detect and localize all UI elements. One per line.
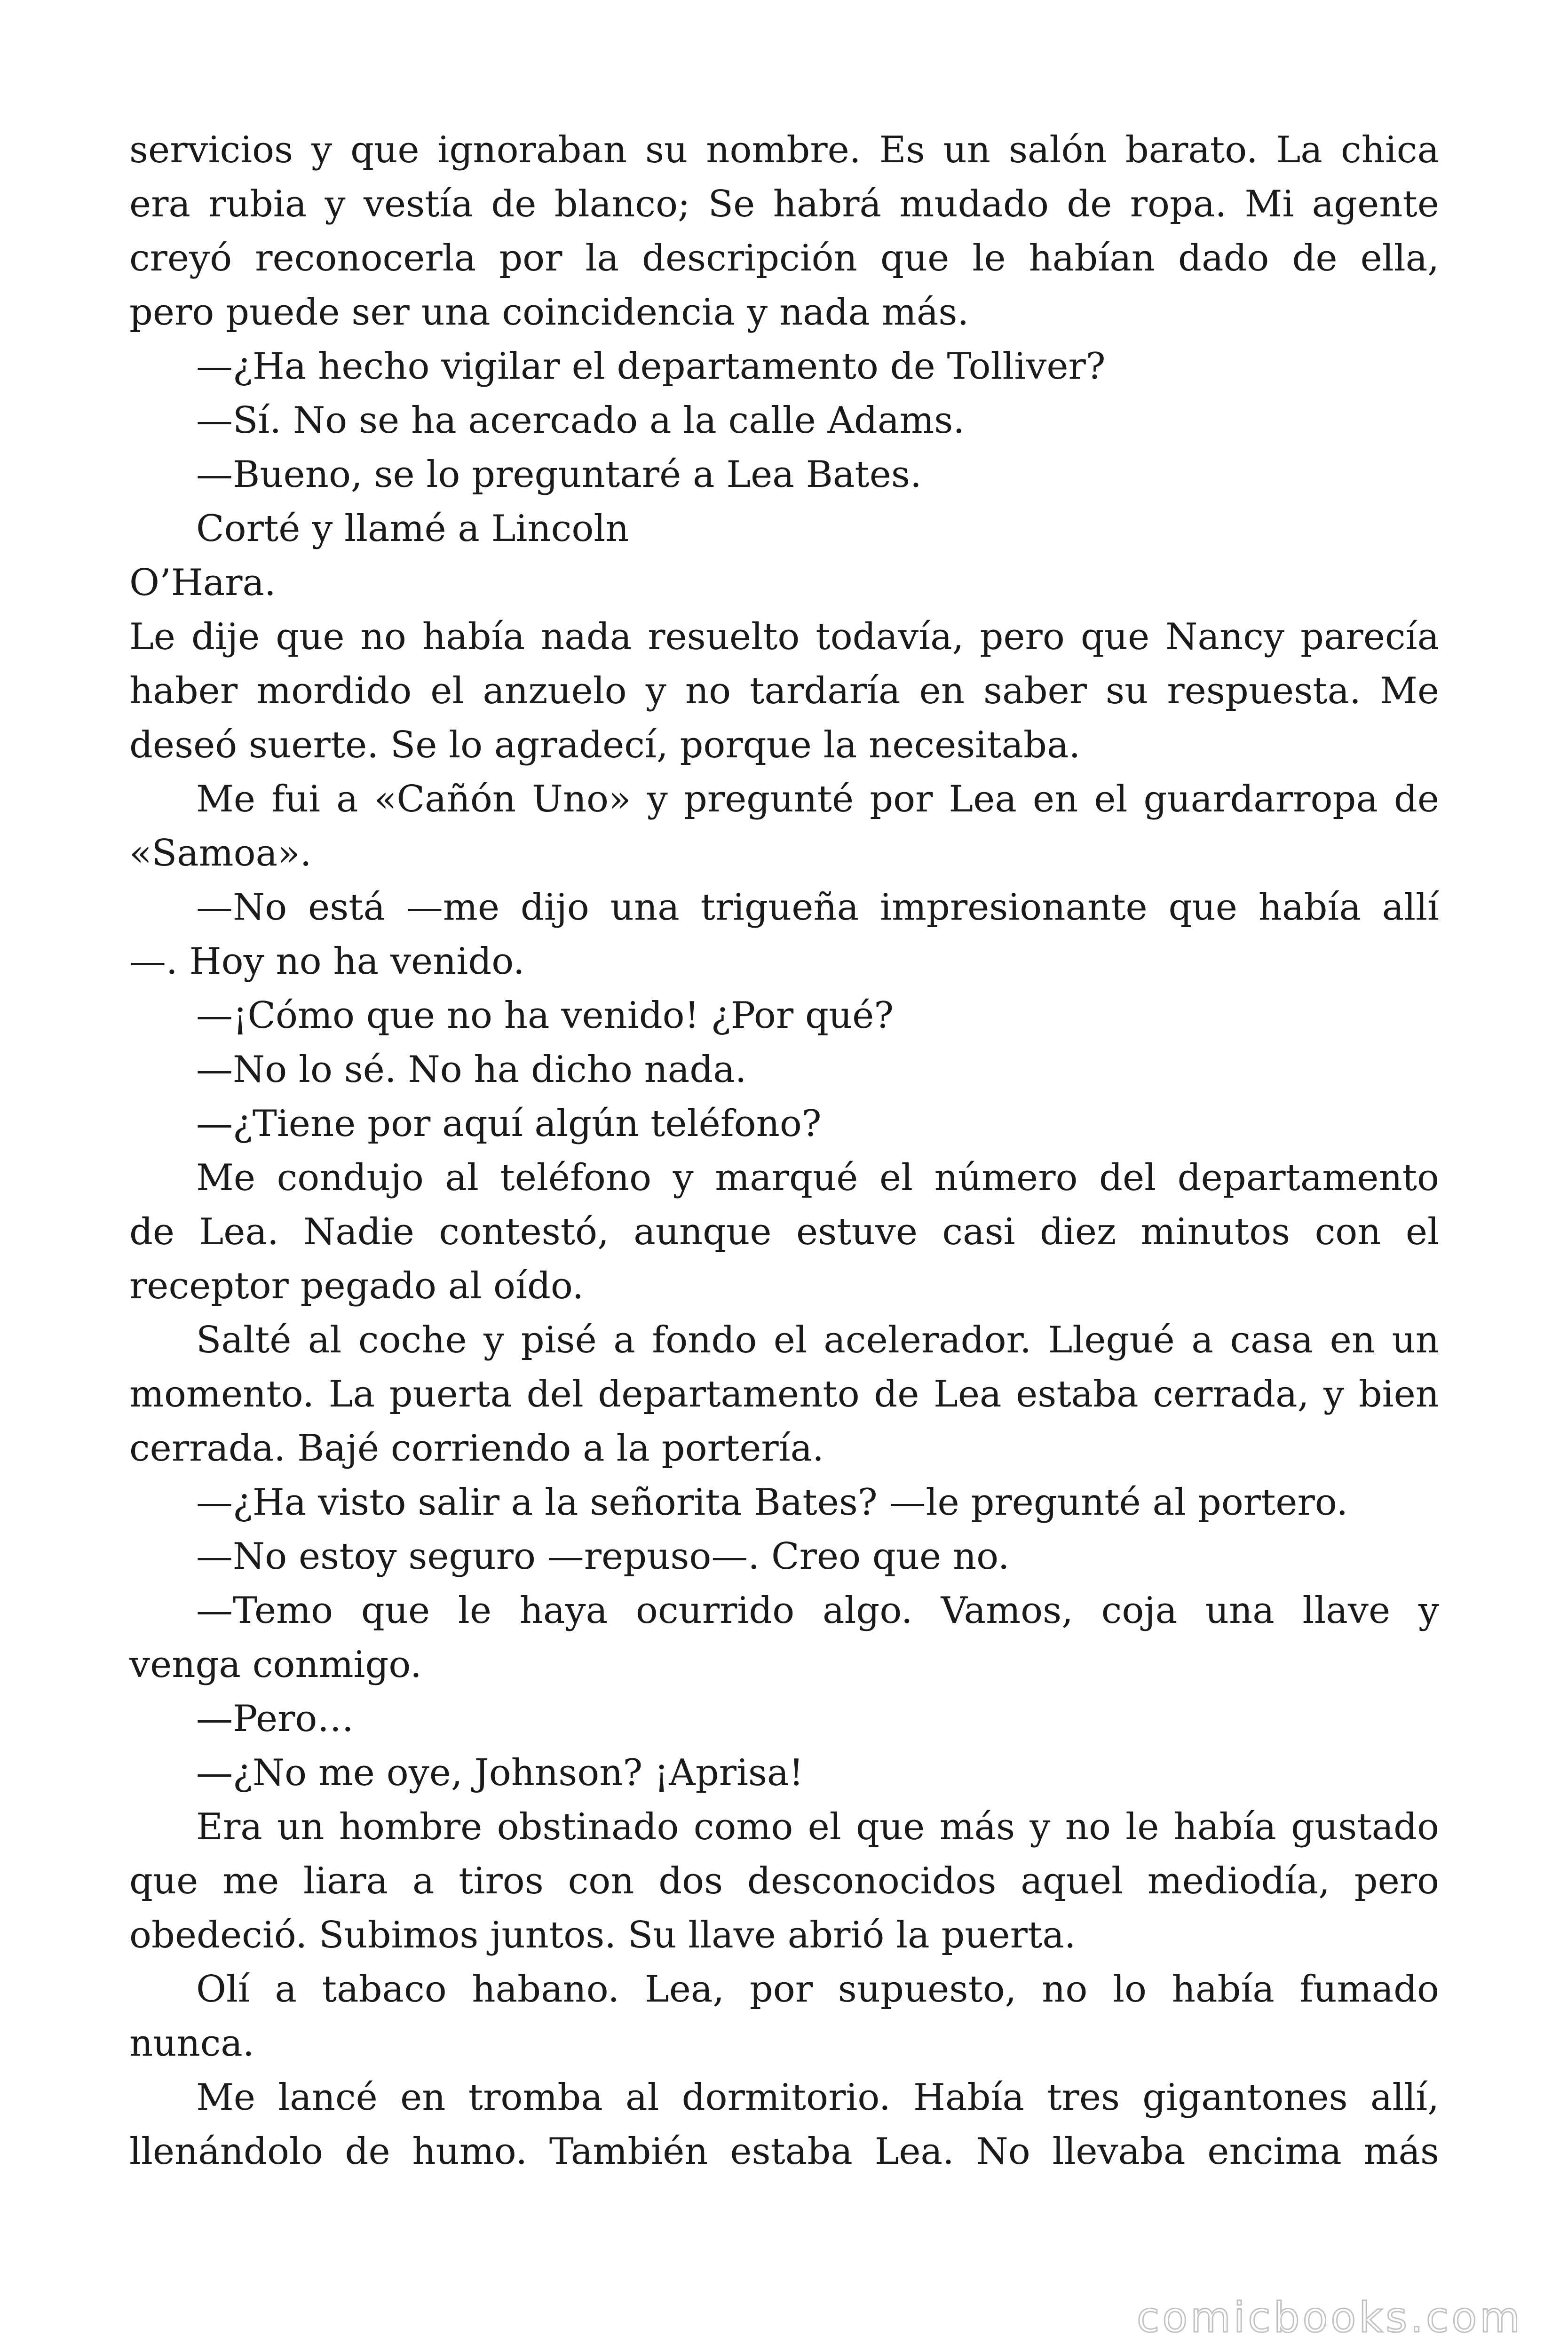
text-line: —No está —me dijo una trigueña impresionante que había allí: [196, 886, 1439, 929]
text-line: Me fui a «Cañón Uno» y pregunté por Lea en el guardarropa de: [196, 778, 1439, 820]
text-line: —No lo sé. No ha dicho nada.: [196, 1049, 747, 1091]
text-line: cerrada. Bajé corriendo a la portería.: [129, 1427, 824, 1470]
text-line: momento. La puerta del departamento de Lea estaba cerrada, y bien: [129, 1373, 1439, 1415]
text-line: Olí a tabaco habano. Lea, por supuesto, no lo había fumado: [196, 1968, 1439, 2010]
text-line: Le dije que no había nada resuelto todavía, pero que Nancy parecía: [129, 616, 1439, 658]
text-line: obedeció. Subimos juntos. Su llave abrió la puerta.: [129, 1914, 1076, 1956]
text-line: —. Hoy no ha venido.: [129, 940, 525, 983]
text-line: —¿Ha hecho vigilar el departamento de Tolliver?: [196, 345, 1106, 388]
text-line: que me liara a tiros con dos desconocidos aquel mediodía, pero: [129, 1860, 1439, 1902]
text-line: —No estoy seguro —repuso—. Creo que no.: [196, 1535, 1010, 1578]
book-page-text: [129, 123, 1439, 2179]
text-line: «Samoa».: [129, 832, 312, 874]
text-line: servicios y que ignoraban su nombre. Es un salón barato. La chica: [129, 129, 1439, 171]
text-line: creyó reconocerla por la descripción que le habían dado de ella,: [129, 237, 1439, 279]
text-line: —Pero…: [196, 1698, 354, 1740]
text-line: Salté al coche y pisé a fondo el acelerador. Llegué a casa en un: [196, 1319, 1439, 1361]
text-line: —Bueno, se lo preguntaré a Lea Bates.: [196, 453, 922, 496]
text-line: era rubia y vestía de blanco; Se habrá mudado de ropa. Mi agente: [129, 183, 1439, 225]
text-line: —¿Tiene por aquí algún teléfono?: [196, 1103, 822, 1145]
text-line: venga conmigo.: [129, 1644, 422, 1686]
text-line: haber mordido el anzuelo y no tardaría en saber su respuesta. Me: [129, 670, 1439, 712]
text-line: —Sí. No se ha acercado a la calle Adams.: [196, 399, 965, 442]
text-line: Corté y llamé a Lincoln: [196, 508, 629, 550]
text-line: pero puede ser una coincidencia y nada más.: [129, 291, 969, 334]
text-line: —¿Ha visto salir a la señorita Bates? —le pregunté al portero.: [196, 1481, 1348, 1524]
text-line: receptor pegado al oído.: [129, 1265, 584, 1307]
text-line: de Lea. Nadie contestó, aunque estuve casi diez minutos con el: [129, 1211, 1439, 1253]
text-line: —Temo que le haya ocurrido algo. Vamos, coja una llave y: [196, 1589, 1439, 1632]
text-line: nunca.: [129, 2022, 254, 2065]
text-line: —¡Cómo que no ha venido! ¿Por qué?: [196, 994, 894, 1037]
text-line: Me condujo al teléfono y marqué el número del departamento: [196, 1157, 1439, 1199]
text-line: —¿No me oye, Johnson? ¡Aprisa!: [196, 1752, 804, 1794]
text-line: deseó suerte. Se lo agradecí, porque la necesitaba.: [129, 724, 1081, 766]
text-line: Me lancé en tromba al dormitorio. Había tres gigantones allí,: [196, 2076, 1439, 2119]
text-line: llenándolo de humo. También estaba Lea. No llevaba encima más: [129, 2130, 1439, 2173]
text-line: Era un hombre obstinado como el que más y no le había gustado: [196, 1806, 1439, 1848]
text-line: O’Hara.: [129, 562, 276, 604]
site-watermark: comicbooks.com: [1136, 2293, 1523, 2342]
